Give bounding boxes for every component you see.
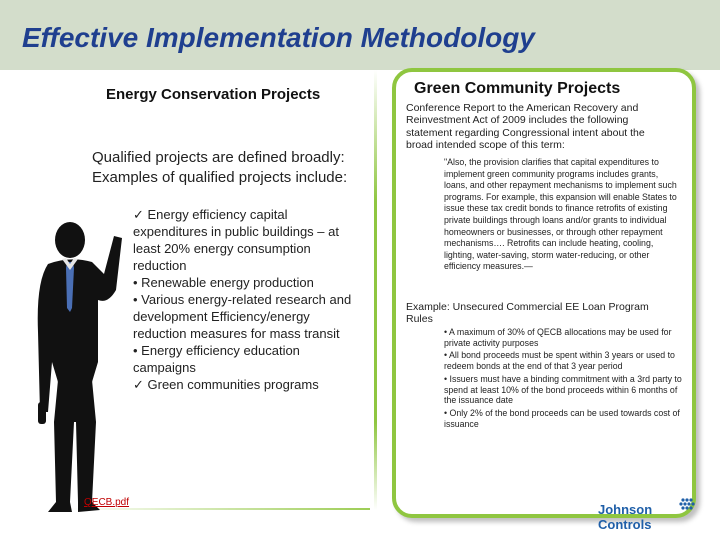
loan-program-rules [444, 327, 682, 431]
logo-line1: Johnson [598, 502, 653, 517]
example-heading: Example: Unsecured Commercial EE Loan Program Rules [406, 301, 649, 326]
list-item: • Various energy-related research and development Efficiency/energy reduction measures for mass transit [133, 292, 352, 341]
left-divider [374, 70, 377, 510]
list-item: ✓ Energy efficiency capital expenditures in public buildings – at least 20% energy consumption reduction [133, 207, 339, 273]
energy-conservation-heading: Energy Conservation Projects [106, 86, 321, 103]
qualified-projects-intro: Qualified projects are defined broadly: Examples of qualified projects include: [92, 149, 348, 186]
logo-line2: Controls [598, 517, 652, 532]
businessman-silhouette-icon [18, 212, 128, 517]
list-item: • Energy efficiency education campaigns [133, 343, 300, 375]
list-item: • Issuers must have a binding commitment with a 3rd party to spend at least 10% of the bond proceeds within 6 months of the issuance date [444, 373, 682, 406]
conference-report-text: Conference Report to the American Recovery and Reinvestment Act of 2009 includes the following statement regarding Congressional intent about the broad intended scope of this term: [406, 102, 645, 152]
page-title: Effective Implementation Methodology [22, 22, 535, 53]
johnson-controls-logo-icon [582, 494, 702, 534]
list-item: ✓ Green communities programs [133, 377, 319, 392]
list-item: • Renewable energy production [133, 275, 314, 290]
qecb-pdf-link[interactable]: QECB.pdf [84, 497, 130, 508]
list-item: • Only 2% of the bond proceeds can be used towards cost of issuance [444, 407, 680, 429]
provision-quote: "Also, the provision clarifies that capital expenditures to implement green community programs includes grants, loans, and other repayment mechanisms to implement such programs. For example, this expansion will enable States to issue these tax credit bonds to finance retrofits of existing private buildings through loans and/or grants to individual homeowners or businesses, or through other repayment mechanisms…. Retrofits can include heating, cooling, lighting, water-saving, storm water-reducing, or other efficiency measures.— [444, 157, 677, 272]
green-community-heading: Green Community Projects [414, 80, 621, 97]
qualified-projects-list [133, 206, 363, 393]
list-item: • A maximum of 30% of QECB allocations may be used for private activity purposes [444, 327, 672, 348]
list-item: • All bond proceeds must be spent within 3 years or used to redeem bonds at the end of that 3 year period [444, 350, 675, 372]
